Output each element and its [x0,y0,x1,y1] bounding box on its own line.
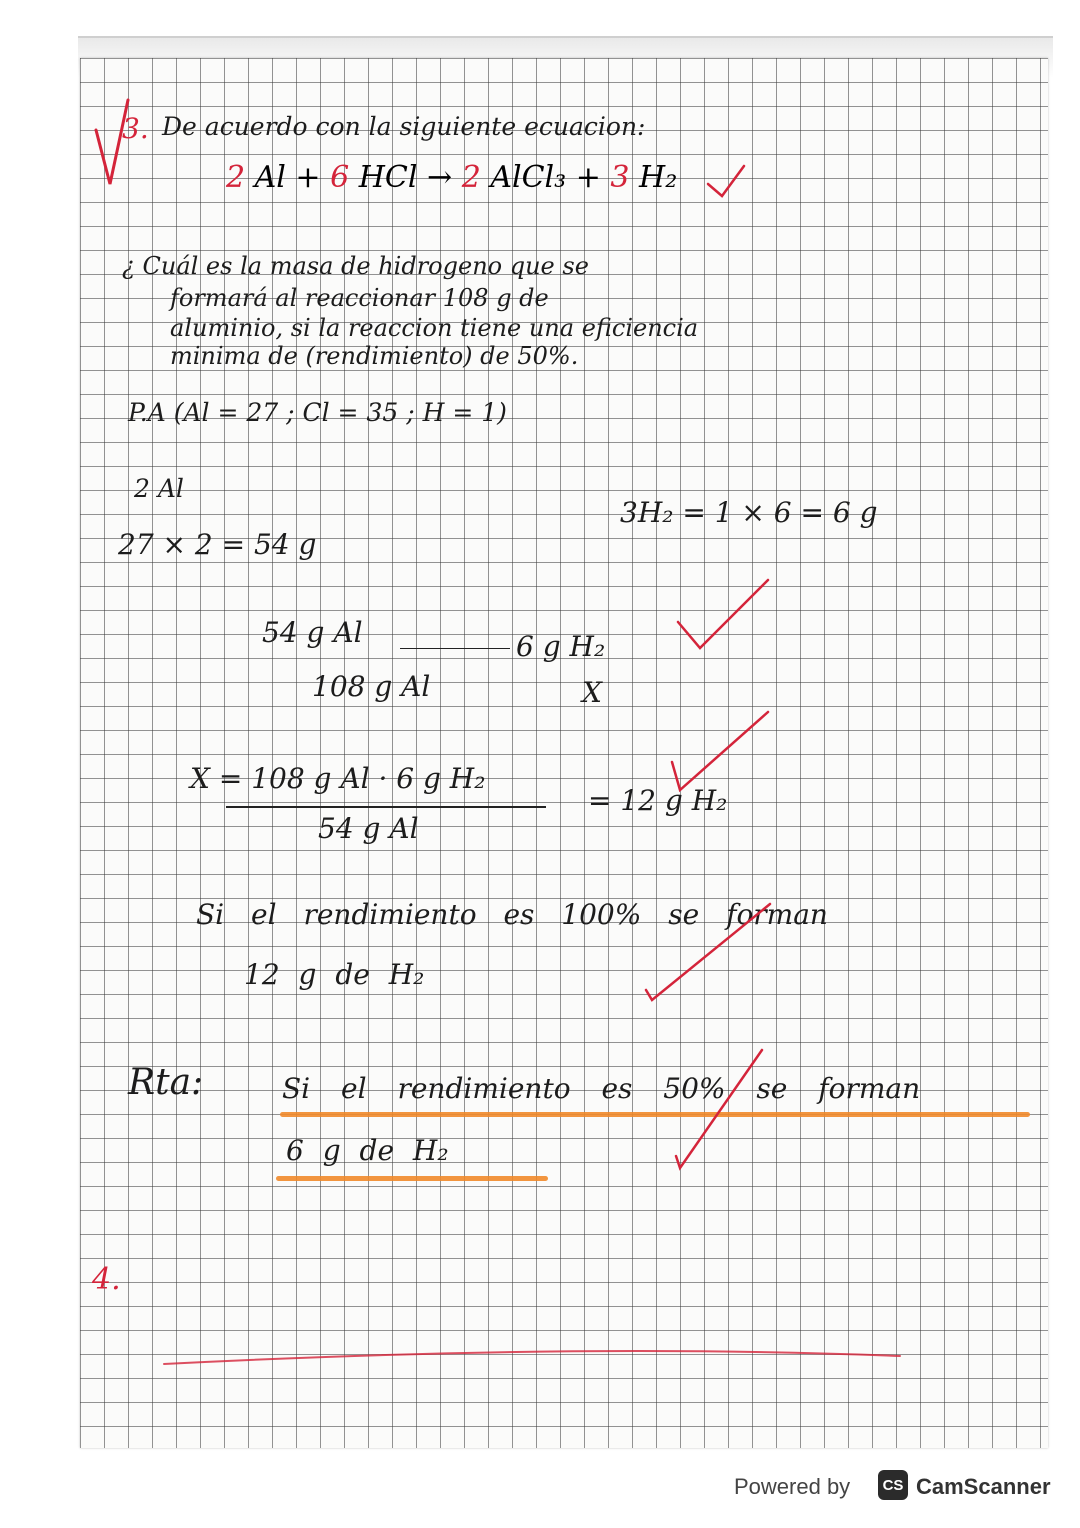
coef-alcl3: 2 [461,160,481,195]
ratio-top-right: 6 g H₂ [516,630,606,663]
coef-al: 2 [226,160,246,195]
result-check-icon [672,712,768,790]
reactant-hcl: HCl → [358,160,453,195]
x-result: = 12 g H₂ [588,784,728,817]
question-line-3: aluminio, si la reaccion tiene una eficiencia [170,314,699,342]
question-line-1: ¿ Cuál es la masa de hidrogeno que se [122,252,589,280]
bottom-divider-stroke [164,1351,900,1364]
h2-molar-mass: 3H₂ = 1 × 6 = 6 g [620,496,878,529]
al-molar-mass: 27 × 2 = 54 g [118,528,317,561]
al-label: 2 Al [134,474,184,503]
x-numerator: X = 108 g Al · 6 g H₂ [190,762,486,795]
camscanner-logo-icon: CS [878,1470,908,1500]
ratio-bottom-right: X [582,676,602,709]
yield-100-line-1: Si el rendimiento es 100% se forman [196,898,828,931]
margin-check-icon [96,100,128,184]
question-line-2: formará al reaccionar 108 g de [170,284,549,312]
problem-number: 3. [122,112,149,145]
x-denominator: 54 g Al [318,812,419,845]
answer-check-icon [676,1050,762,1168]
question-line-4: minima de (rendimiento) de 50%. [170,342,579,370]
camscanner-brand: CamScanner [916,1474,1051,1499]
coef-h2: 3 [610,160,630,195]
coef-hcl: 6 [330,160,350,195]
next-problem-number: 4. [92,1262,121,1297]
yield-check-icon [646,904,770,1000]
reactant-al: Al + [254,160,321,195]
atomic-weights: P.A (Al = 27 ; Cl = 35 ; H = 1) [128,398,507,427]
equation-check-icon [708,166,744,196]
product-h2: H₂ [639,160,678,195]
problem-intro: De acuerdo con la siguiente ecuacion: [162,112,646,141]
ratio-top-left: 54 g Al [262,616,363,649]
product-alcl3: AlCl₃ + [490,160,601,195]
answer-line-2: 6 g de H₂ [286,1134,449,1167]
answer-line-1: Si el rendimiento es 50% se forman [282,1072,921,1105]
ratio-bottom-left: 108 g Al [312,670,431,703]
yield-100-line-2: 12 g de H₂ [244,958,425,991]
ratio-check-icon [678,580,768,648]
answer-label: Rta: [128,1062,204,1103]
powered-by-text: Powered by [734,1474,851,1499]
